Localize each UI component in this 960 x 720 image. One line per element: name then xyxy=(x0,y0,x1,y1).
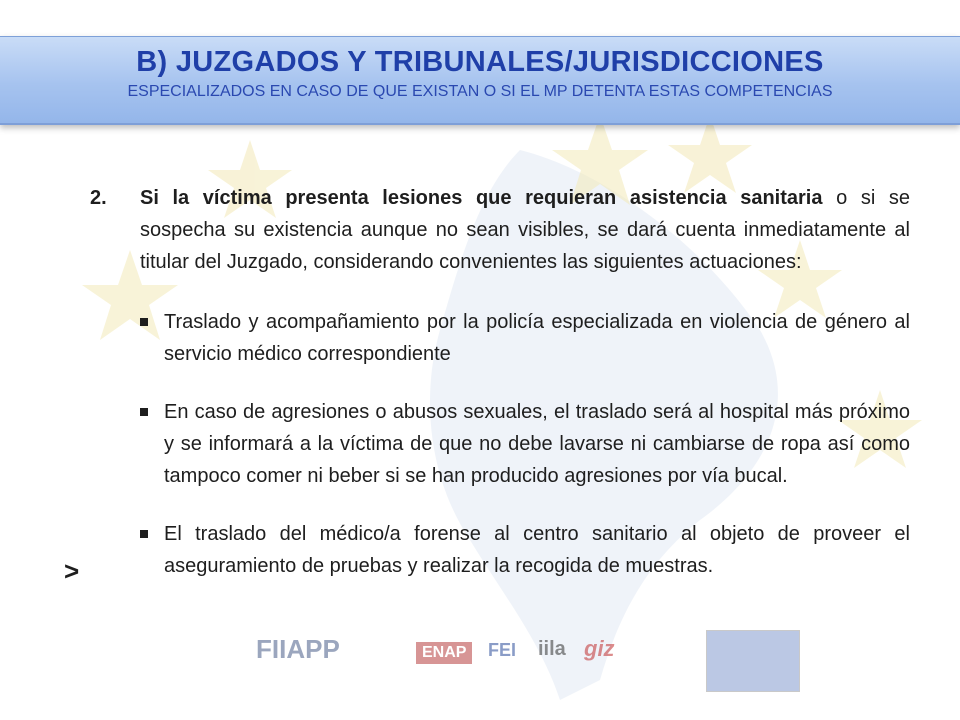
fiiapp-logo: FIIAPP xyxy=(256,634,340,664)
bullet-item xyxy=(134,518,910,582)
header-banner xyxy=(0,36,960,125)
numbered-item xyxy=(90,182,910,278)
square-bullet-icon xyxy=(140,530,148,538)
page-title: B) JUZGADOS Y TRIBUNALES/JURISDICCIONES xyxy=(136,46,824,78)
item-bold-text: Si la víctima presenta lesiones que requieran asistencia sanitaria xyxy=(140,187,823,209)
giz-logo: giz xyxy=(584,636,615,661)
page-subtitle: ESPECIALIZADOS EN CASO DE QUE EXISTAN O SI EL MP DETENTA ESTAS COMPETENCIAS xyxy=(127,83,833,100)
square-bullet-icon xyxy=(140,408,148,416)
item-rest-text: o si se sospecha su existencia aunque no sean visibles, se dará cuenta inmediatamente al titular del Juzgado, considerando convenientes las siguientes actuaciones: xyxy=(140,187,911,273)
bullet-text: Traslado y acompañamiento por la policía especializada en violencia de género al servicio médico correspondiente xyxy=(164,311,910,365)
eu-flag-icon xyxy=(706,630,800,692)
bullet-item xyxy=(134,306,910,370)
slide-content xyxy=(90,182,910,608)
square-bullet-icon xyxy=(140,318,148,326)
next-arrow-icon[interactable]: > xyxy=(64,556,80,586)
bullet-item xyxy=(134,396,910,492)
bullet-text: En caso de agresiones o abusos sexuales, el traslado será al hospital más próximo y se informará a la víctima de que no debe lavarse ni cambiarse de ropa así como tampoco comer ni beber si se han producido agresiones por vía bucal. xyxy=(164,401,910,487)
iila-logo: iila xyxy=(538,638,566,660)
bullet-text: El traslado del médico/a forense al centro sanitario al objeto de proveer el aseguramiento de pruebas y realizar la recogida de muestras. xyxy=(164,523,910,577)
item-number: 2. xyxy=(90,187,107,209)
partner-logos xyxy=(240,624,700,674)
fei-logo: FEI xyxy=(488,640,517,660)
enap-logo: ENAP xyxy=(416,642,472,664)
bullet-list xyxy=(134,306,910,582)
